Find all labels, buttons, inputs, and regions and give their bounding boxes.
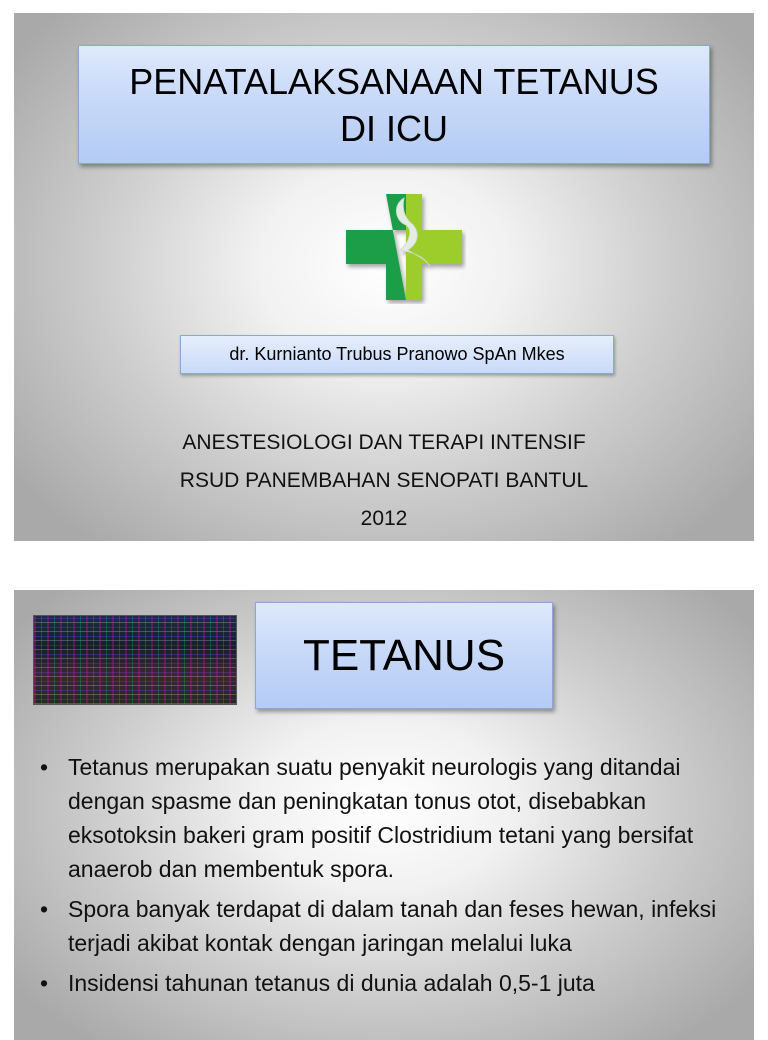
bullet-icon: •	[40, 754, 49, 780]
bullet-item: • Spora banyak terdapat di dalam tanah dan feses hewan, infeksi terjadi akibat kontak dengan jaringan melalui luka	[36, 892, 736, 960]
bullet-item: • Insidensi tahunan tetanus di dunia adalah 0,5-1 juta	[36, 966, 736, 1000]
medical-cross-logo-icon	[344, 192, 466, 304]
title-slide	[14, 13, 754, 541]
bullet-item: • Tetanus merupakan suatu penyakit neurologis yang ditandai dengan spasme dan peningkatan tonus otot, disebabkan eksotoksin bakeri gram positif Clostridium tetani yang bersifat anaerob dan membentuk spora.	[36, 750, 736, 886]
slide-title-box	[78, 45, 710, 164]
slide-title-line-1: PENATALAKSANAAN TETANUS	[129, 60, 659, 102]
bullet-icon: •	[40, 970, 49, 996]
bullet-list	[36, 750, 736, 1006]
microscope-photo-thumbnail	[33, 615, 237, 705]
author-box	[180, 335, 614, 374]
slide-title-line-2: DI ICU	[339, 107, 448, 149]
author-name: dr. Kurnianto Trubus Pranowo SpAn Mkes	[229, 344, 565, 364]
tetanus-slide	[14, 590, 754, 1040]
slide-title-box	[255, 602, 553, 709]
slide-title: TETANUS	[302, 630, 506, 680]
presentation-year: 2012	[360, 507, 408, 530]
hospital-name: RSUD PANEMBAHAN SENOPATI BANTUL	[179, 469, 589, 492]
bullet-icon: •	[40, 896, 49, 922]
department-name: ANESTESIOLOGI DAN TERAPI INTENSIF	[182, 431, 586, 454]
